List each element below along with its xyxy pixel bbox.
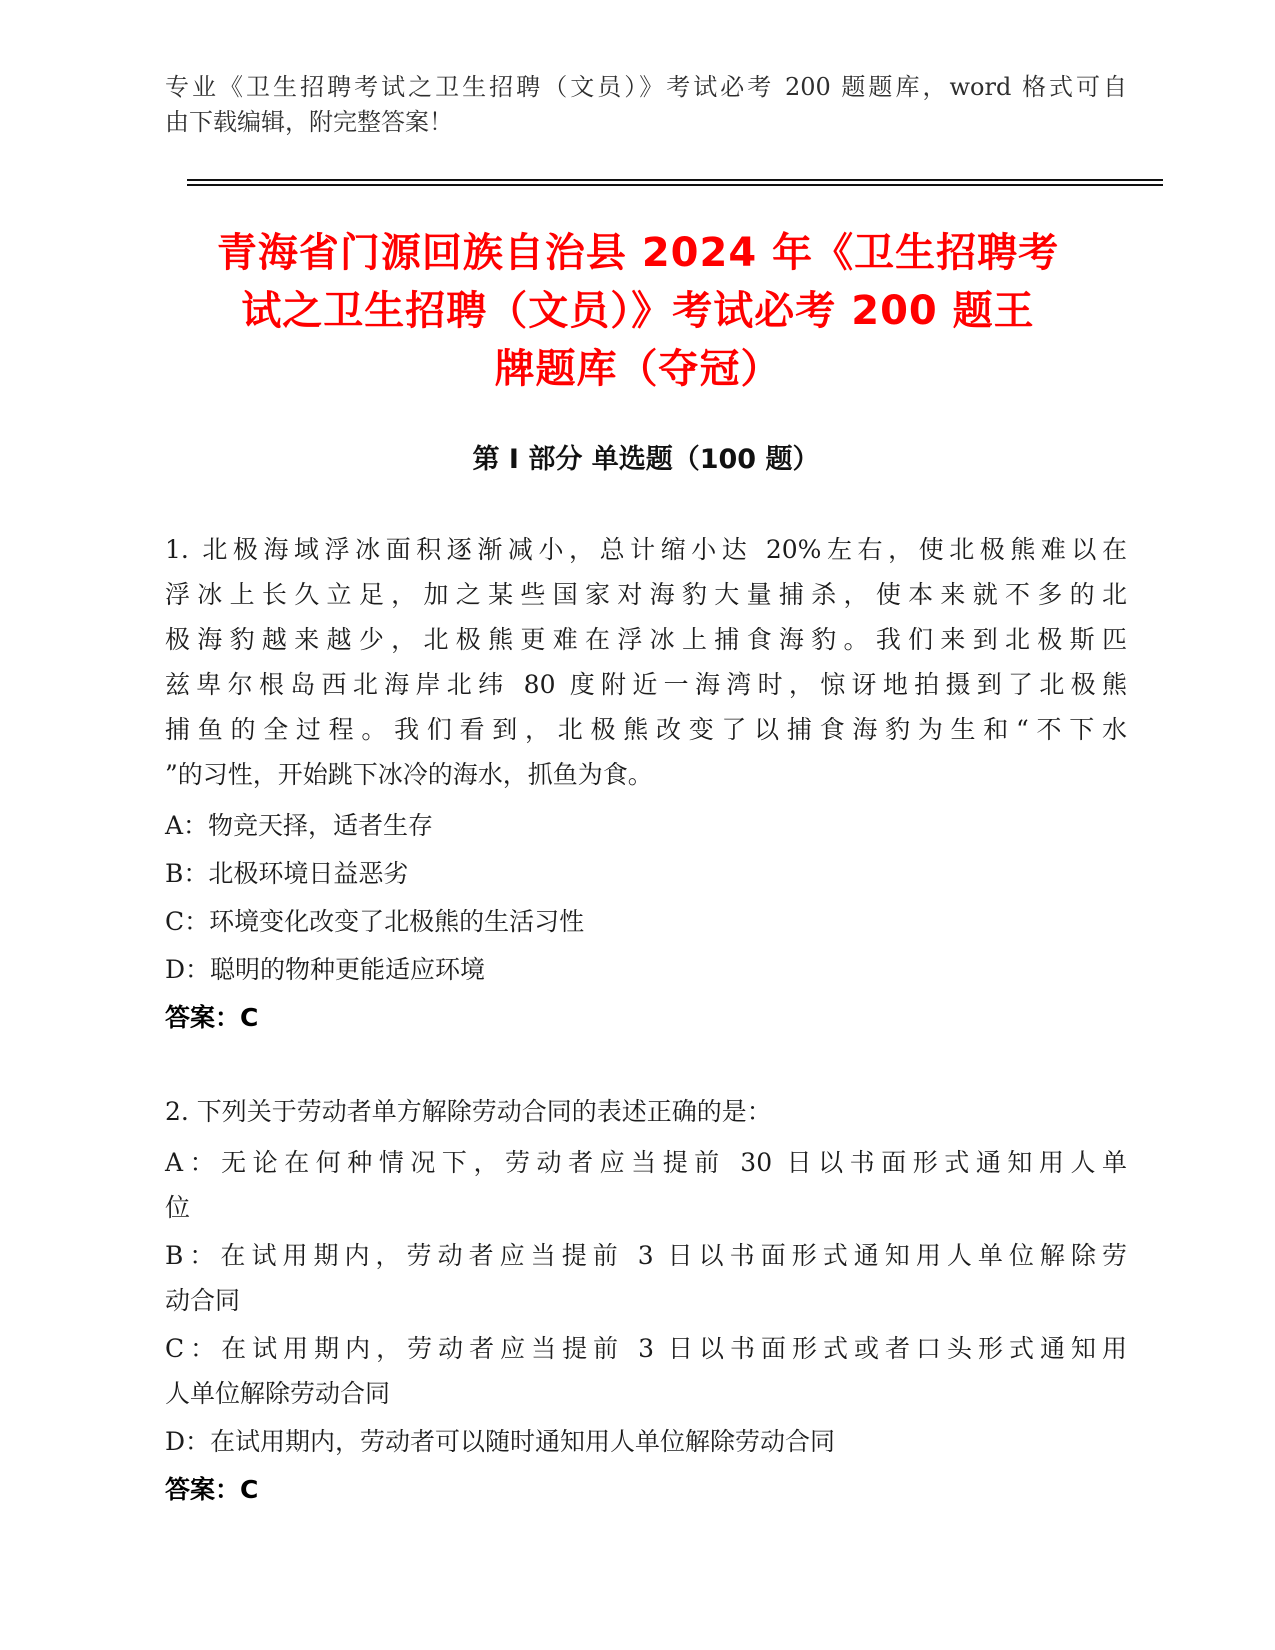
answer-line: 答案：C xyxy=(165,1475,259,1504)
header-note-line: 由下载编辑，附完整答案！ xyxy=(165,108,453,136)
option-line: B：北极环境日益恶劣 xyxy=(165,859,409,888)
title-line: 青海省门源回族自治县 2024 年《卫生招聘考 xyxy=(216,230,1060,276)
option-item xyxy=(165,899,1127,944)
question-list xyxy=(165,527,1127,1512)
answer-line: 答案：C xyxy=(165,1003,259,1032)
section-heading: 第 I 部分 单选题（100 题） xyxy=(472,444,820,475)
question-block xyxy=(165,527,1127,1040)
option-item xyxy=(165,1326,1127,1416)
title-line: 试之卫生招聘（文员）》考试必考 200 题王 xyxy=(241,288,1035,334)
option-line: 人单位解除劳动合同 xyxy=(165,1379,391,1408)
option-line: 动合同 xyxy=(165,1286,241,1315)
header-note-line: 专业《卫生招聘考试之卫生招聘（文员）》考试必考 200 题题库，word 格式可自 xyxy=(165,73,1127,101)
stem-line: ”的习性，开始跳下冰冷的海水，抓鱼为食。 xyxy=(165,760,653,789)
stem-line: 1. 北极海域浮冰面积逐渐减小，总计缩小达 20%左右，使北极熊难以在 xyxy=(165,535,1127,564)
option-item xyxy=(165,1419,1127,1464)
option-item xyxy=(165,803,1127,848)
question-stem xyxy=(165,1089,1127,1134)
header-note xyxy=(165,70,1127,140)
option-line: C：环境变化改变了北极熊的生活习性 xyxy=(165,907,585,936)
header-divider-double-rule xyxy=(187,179,1163,186)
stem-line: 兹卑尔根岛西北海岸北纬 80 度附近一海湾时，惊讶地拍摄到了北极熊 xyxy=(165,670,1127,699)
option-line: D：聪明的物种更能适应环境 xyxy=(165,955,486,984)
stem-line: 极海豹越来越少，北极熊更难在浮冰上捕食海豹。我们来到北极斯匹 xyxy=(165,625,1127,654)
question-stem xyxy=(165,527,1127,797)
option-item xyxy=(165,851,1127,896)
option-line: C：在试用期内，劳动者应当提前 3 日以书面形式或者口头形式通知用 xyxy=(165,1334,1127,1363)
option-line: A：无论在何种情况下，劳动者应当提前 30 日以书面形式通知用人单 xyxy=(165,1148,1127,1177)
option-list xyxy=(165,803,1127,992)
option-line: A：物竞天择，适者生存 xyxy=(165,811,434,840)
option-list xyxy=(165,1140,1127,1464)
option-item xyxy=(165,1233,1127,1323)
option-line: 位 xyxy=(165,1193,191,1222)
option-item xyxy=(165,1140,1127,1230)
option-line: D：在试用期内，劳动者可以随时通知用人单位解除劳动合同 xyxy=(165,1427,836,1456)
option-item xyxy=(165,947,1127,992)
title-line: 牌题库（夺冠） xyxy=(494,346,782,392)
stem-line: 2. 下列关于劳动者单方解除劳动合同的表述正确的是： xyxy=(165,1097,772,1126)
option-line: B：在试用期内，劳动者应当提前 3 日以书面形式通知用人单位解除劳 xyxy=(165,1241,1127,1270)
document-title xyxy=(148,224,1128,398)
stem-line: 捕鱼的全过程。我们看到，北极熊改变了以捕食海豹为生和“不下水 xyxy=(165,715,1127,744)
question-block xyxy=(165,1089,1127,1512)
stem-line: 浮冰上长久立足，加之某些国家对海豹大量捕杀，使本来就不多的北 xyxy=(165,580,1127,609)
